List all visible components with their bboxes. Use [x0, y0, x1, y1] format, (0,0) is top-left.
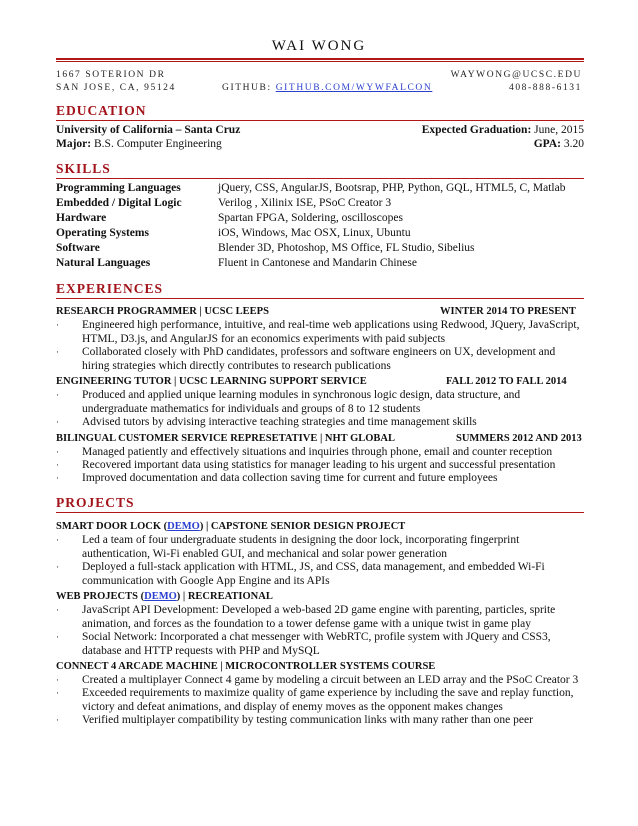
gpa [534, 138, 584, 150]
list-item [56, 714, 584, 728]
education-heading: EDUCATION [56, 103, 147, 118]
list-item [56, 604, 584, 631]
bullet-icon: · [56, 535, 59, 545]
bullet-icon: · [56, 562, 59, 572]
bullet-icon: · [56, 390, 59, 400]
list-item [56, 561, 584, 588]
address-line-1: 1667 SOTERION DR [56, 70, 166, 80]
job-title [56, 433, 584, 444]
email-contact[interactable]: WAYWONG@UCSC.EDU [450, 70, 582, 80]
list-item [56, 416, 584, 430]
bullet-text: Social Network: Incorporated a chat messenger with WebRTC, profile system with JQuery and CSS3, database and HTTP requests with PHP and MySQL [82, 631, 551, 657]
major [56, 138, 222, 150]
graduation-label: Expected Graduation: [421, 124, 532, 136]
address-line-2: SAN JOSE, CA, 95124 [56, 83, 176, 93]
demo-link[interactable]: DEMO [144, 591, 177, 602]
project-context: ) | RECREATIONAL [176, 591, 273, 602]
header-rule-top [56, 58, 584, 60]
github-contact [222, 83, 432, 93]
experiences-heading: EXPERIENCES [56, 281, 164, 296]
skill-value: Fluent in Cantonese and Mandarin Chinese [218, 257, 417, 269]
bullet-icon: · [56, 417, 59, 427]
skill-label: Operating Systems [56, 227, 149, 239]
projects-heading: PROJECTS [56, 495, 135, 510]
bullet-icon: · [56, 715, 59, 725]
experiences-rule [56, 298, 584, 299]
skill-value: jQuery, CSS, AngularJS, Bootsrap, PHP, Python, GQL, HTML5, C, Matlab [218, 182, 566, 194]
bullet-text: Improved documentation and data collection saving time for current and future employees [82, 472, 498, 484]
skill-label: Natural Languages [56, 257, 151, 269]
demo-link[interactable]: DEMO [167, 521, 200, 532]
bullet-text: JavaScript API Development: Developed a web-based 2D game engine with parenting, particles, sprite animation, and forces as the foundation to a tower defense game with a unique twist in game play [82, 604, 556, 630]
list-item [56, 346, 584, 373]
bullet-icon: · [56, 675, 59, 685]
skill-value: Spartan FPGA, Soldering, oscilloscopes [218, 212, 403, 224]
list-item [56, 687, 584, 714]
list-item [56, 319, 584, 346]
bullet-text: Created a multiplayer Connect 4 game by modeling a circuit between an LED array and the PSoC Creator 3 [82, 674, 579, 686]
project-name: CONNECT 4 ARCADE MACHINE | MICROCONTROLLER SYSTEMS COURSE [56, 661, 436, 672]
job-title [56, 376, 584, 387]
bullet-icon: · [56, 632, 59, 642]
job-date: FALL 2012 TO FALL 2014 [446, 376, 567, 387]
list-item [56, 674, 584, 688]
bullet-icon: · [56, 688, 59, 698]
list-item [56, 534, 584, 561]
skill-label: Embedded / Digital Logic [56, 197, 182, 209]
major-value: B.S. Computer Engineering [91, 138, 222, 150]
gpa-label: GPA: [533, 138, 561, 150]
graduation-value: June, 2015 [531, 124, 584, 136]
bullet-text: Deployed a full-stack application with HTML, JS, and CSS, data management, and embedded Wi-Fi communication with Google App Engine and its APIs [82, 561, 545, 587]
graduation [422, 124, 584, 136]
resume-name: WAI WONG [271, 38, 367, 54]
job-date: WINTER 2014 TO PRESENT [440, 306, 576, 317]
bullet-text: Advised tutors by advising interactive teaching strategies and time management skills [82, 416, 477, 428]
bullet-icon: · [56, 460, 59, 470]
bullet-text: Led a team of four undergraduate students in designing the door lock, incorporating fingerprint authentication, Wi-Fi enabled GUI, and mechanical and solar power generation [82, 534, 520, 560]
skill-label: Hardware [56, 212, 107, 224]
bullet-icon: · [56, 447, 59, 457]
project-title [56, 521, 584, 532]
education-school-row [56, 124, 584, 136]
job-date: SUMMERS 2012 AND 2013 [456, 433, 582, 444]
job-title [56, 306, 584, 317]
bullet-icon: · [56, 347, 59, 357]
list-item [56, 472, 584, 486]
projects-rule [56, 512, 584, 513]
bullet-text: Recovered important data using statistics for manager leading to his urgent and successful presentation [82, 459, 556, 471]
project-title [56, 591, 584, 602]
bullet-text: Managed patiently and effectively situations and inquiries through phone, email and counter reception [82, 446, 553, 458]
project-title [56, 661, 584, 672]
bullet-text: Verified multiplayer compatibility by testing communication links with many rather than one peer [82, 714, 533, 726]
education-major-row [56, 138, 584, 150]
project-name: SMART DOOR LOCK ( [56, 521, 168, 532]
bullet-text: Engineered high performance, intuitive, and real-time web applications using Redwood, JQuery, JavaScript, HTML, D3.js, and AngularJS for an economics experiments with paid subjects [82, 319, 580, 345]
project-context: ) | CAPSTONE SENIOR DESIGN PROJECT [199, 521, 406, 532]
job-role: RESEARCH PROGRAMMER | UCSC LEEPS [56, 306, 269, 317]
skills-heading: SKILLS [56, 161, 111, 176]
list-item [56, 631, 584, 658]
skill-value: Verilog , Xilinix ISE, PSoC Creator 3 [218, 197, 392, 209]
list-item [56, 459, 584, 473]
header-rule-bottom [56, 61, 584, 62]
phone-contact: 408-888-6131 [508, 83, 582, 93]
skills-rule [56, 178, 584, 179]
skill-value: Blender 3D, Photoshop, MS Office, FL Studio, Sibelius [218, 242, 475, 254]
list-item [56, 389, 584, 416]
education-rule [56, 120, 584, 121]
bullet-text: Produced and applied unique learning modules in synchronous logic design, data structure, and undergraduate mathematics for individuals and groups of 8 to 12 students [82, 389, 521, 415]
bullet-icon: · [56, 605, 59, 615]
gpa-value: 3.20 [561, 138, 584, 150]
job-role: BILINGUAL CUSTOMER SERVICE REPRESETATIVE | NHT GLOBAL [56, 433, 395, 444]
skill-label: Software [56, 242, 100, 254]
job-role: ENGINEERING TUTOR | UCSC LEARNING SUPPORT SERVICE [56, 376, 367, 387]
bullet-text: Exceeded requirements to maximize quality of game experience by including the save and replay function, victory and defeat animations, and display of enemy moves as the opponent makes changes [82, 687, 574, 713]
skill-value: iOS, Windows, Mac OSX, Linux, Ubuntu [218, 227, 411, 239]
school-name: University of California – Santa Cruz [56, 124, 241, 136]
skill-label: Programming Languages [56, 182, 181, 194]
list-item [56, 446, 584, 460]
bullet-icon: · [56, 320, 59, 330]
bullet-icon: · [56, 473, 59, 483]
github-label: GITHUB: [222, 83, 276, 93]
major-label: Major: [56, 138, 92, 150]
project-name: WEB PROJECTS ( [56, 591, 145, 602]
github-link[interactable]: GITHUB.COM/WYWFALCON [275, 83, 433, 93]
bullet-text: Collaborated closely with PhD candidates, professors and software engineers on UX, development and hiring strategies which directly contributes to research publications [82, 346, 556, 372]
